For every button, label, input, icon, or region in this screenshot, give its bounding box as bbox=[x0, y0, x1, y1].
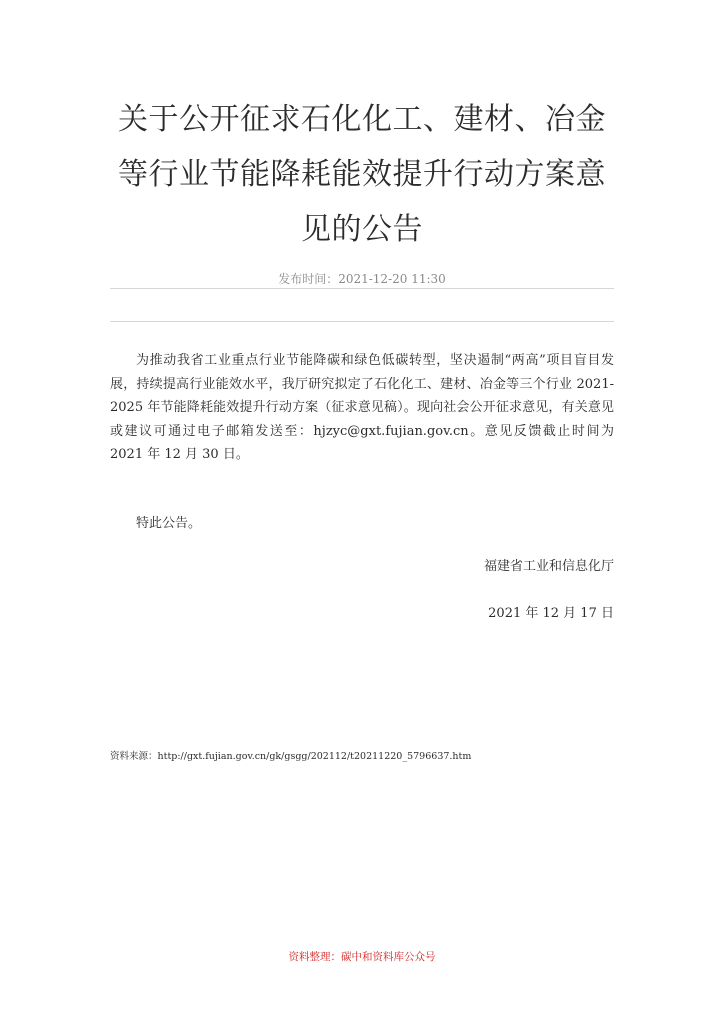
issuing-organization: 福建省工业和信息化厅 bbox=[483, 559, 614, 574]
source-label: 资料来源： bbox=[110, 751, 158, 762]
footer-credit: 资料整理：碳中和资料库公众号 bbox=[288, 951, 436, 963]
publish-label: 发布时间： bbox=[278, 272, 339, 286]
publish-time: 2021-12-20 11:30 bbox=[338, 272, 446, 286]
publish-meta bbox=[110, 270, 614, 287]
body-paragraph: 为推动我省工业重点行业节能降碳和绿色低碳转型，坚决遏制“两高”项目盲目发展，持续提高行业能效水平，我厅研究拟定了石化化工、建材、冶金等三个行业 2021-2025 年节能降耗能效提升行动方案（征求意见稿）。现向社会公开征求意见，有关意见或建议可通过电子邮箱发送至：hjzyc@gxt.fujian.gov.cn。意见反馈截止时间为 2021 年 12 月 30 日。 bbox=[110, 353, 614, 462]
title-line-2: 等行业节能降耗能效提升行动方案意 bbox=[118, 157, 606, 192]
source-link[interactable]: http://gxt.fujian.gov.cn/gk/gsgg/202112/t20211220_5796637.htm bbox=[157, 751, 472, 762]
divider-bottom bbox=[110, 321, 614, 322]
title-line-1: 关于公开征求石化化工、建材、冶金 bbox=[118, 102, 606, 137]
divider-top bbox=[110, 288, 614, 289]
source-line bbox=[110, 748, 471, 762]
title-line-3: 见的公告 bbox=[301, 212, 423, 247]
page-title bbox=[110, 92, 614, 257]
issue-date: 2021 年 12 月 17 日 bbox=[488, 606, 614, 621]
notice-text: 特此公告。 bbox=[136, 516, 202, 531]
